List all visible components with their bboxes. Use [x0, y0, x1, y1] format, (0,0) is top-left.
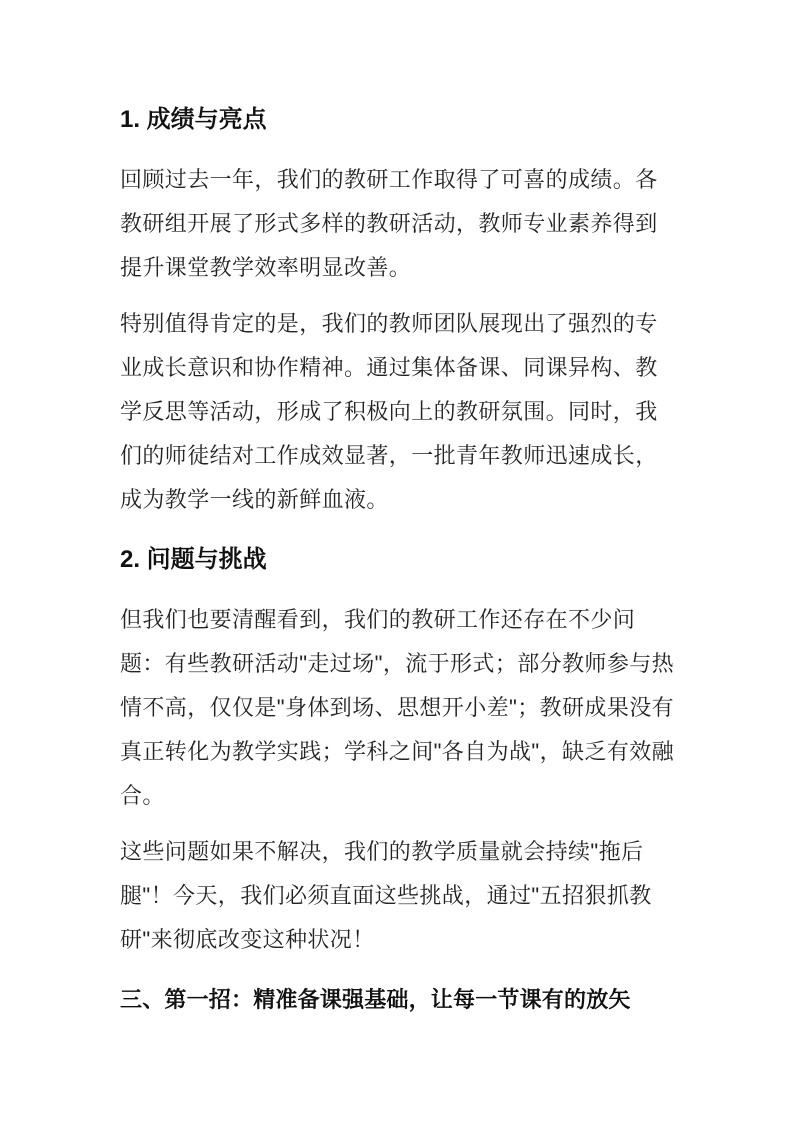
paragraph-problems-list: 但我们也要清醒看到，我们的教研工作还存在不少问题：有些教研活动"走过场"，流于形式；部分教师参与热情不高，仅仅是"身体到场、思想开小差"；教研成果没有真正转化为教学实践；学科之间"各自为战"，缺乏有效融合。: [120, 607, 675, 808]
heading-achievements: 1. 成绩与亮点: [120, 106, 267, 133]
heading-strategy-one: 三、第一招：精准备课强基础，让每一节课有的放矢: [120, 987, 631, 1012]
paragraph-call-to-action: 这些问题如果不解决，我们的教学质量就会持续"拖后腿"！今天，我们必须直面这些挑战，通过"五招狠抓教研"来彻底改变这种状况！: [120, 839, 652, 952]
paragraph-team-growth: 特别值得肯定的是，我们的教师团队展现出了强烈的专业成长意识和协作精神。通过集体备课、同课异构、教学反思等活动，形成了积极向上的教研氛围。同时，我们的师徒结对工作成效显著，一批青年教师迅速成长，成为教学一线的新鲜血液。: [120, 311, 658, 512]
paragraph-achievements-overview: 回顾过去一年，我们的教研工作取得了可喜的成绩。各教研组开展了形式多样的教研活动，教师专业素养得到提升课堂教学效率明显改善。: [120, 167, 658, 280]
heading-problems: 2. 问题与挑战: [120, 546, 267, 573]
